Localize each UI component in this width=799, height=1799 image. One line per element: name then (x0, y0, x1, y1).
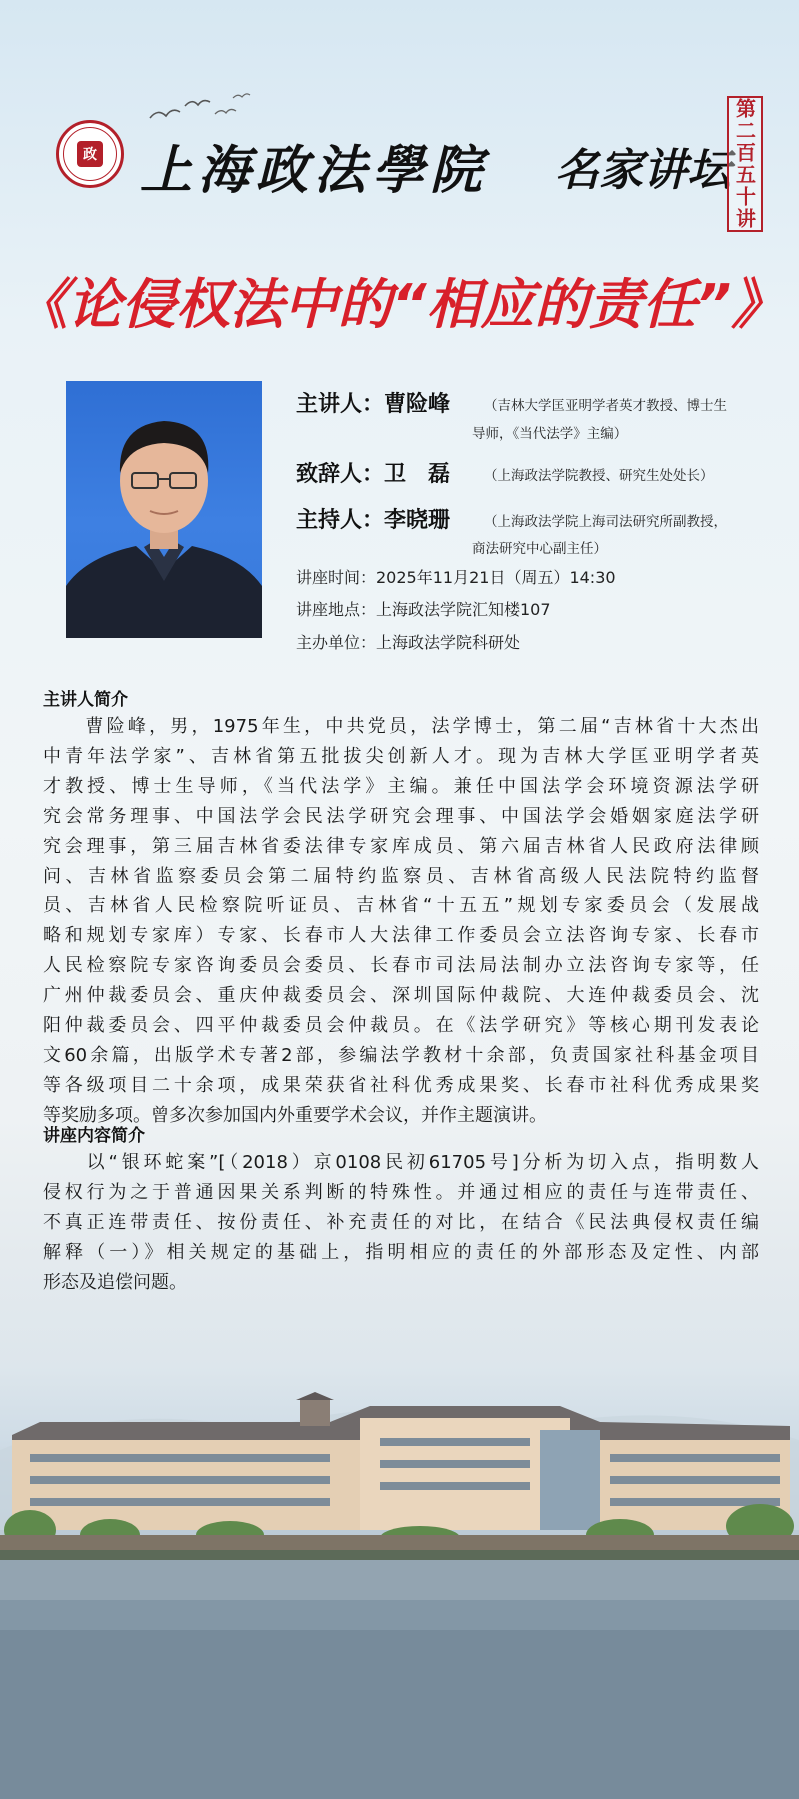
bio-line: 究会理事，第三届吉林省委法律专家库成员、第六届吉林省人民政府法律顾 (43, 835, 759, 857)
lecture-time: 讲座时间：2025年11月21日（周五）14:30 (296, 568, 616, 587)
seal-center: 政 (77, 141, 103, 167)
episode-label: 第二百五十讲 (732, 98, 757, 230)
speaker-main-name: 曹险峰 (384, 392, 451, 417)
bio-line: 问、吉林省监察委员会第二届特约监察员、吉林省高级人民法院特约监督 (43, 865, 759, 887)
speaker-host-label: 主持人： (296, 508, 385, 533)
content-text (43, 1148, 759, 1298)
speaker-opening (296, 457, 450, 488)
bio-line: 广州仲裁委员会、重庆仲裁委员会、深圳国际仲裁院、大连仲裁委员会、沈 (43, 985, 759, 1007)
speaker-host-note-1: （上海政法学院上海司法研究所副教授， (484, 514, 727, 530)
content-heading: 讲座内容简介 (43, 1126, 145, 1146)
speaker-portrait (66, 381, 262, 638)
speaker-main (296, 387, 450, 418)
campus-building-scenery (0, 1330, 799, 1799)
bio-line: 等奖励多项。曾多次参加国内外重要学术会议，并作主题演讲。 (43, 1104, 547, 1126)
episode-badge (727, 96, 763, 232)
speaker-host-note-2: 商法研究中心副主任） (472, 541, 607, 557)
bio-line: 人民检察院专家咨询委员会委员、长春市司法局法制办立法咨询专家等，任 (43, 955, 759, 977)
bio-line: 才教授、博士生导师，《当代法学》主编。兼任中国法学会环境资源法学研 (43, 775, 759, 797)
speaker-photo-illustration (66, 381, 262, 638)
university-seal-logo (56, 120, 124, 188)
content-line: 以“银环蛇案”[（2018）京0108民初61705号]分析为切入点，指明数人 (43, 1152, 759, 1173)
bio-text (43, 712, 759, 1131)
speaker-opening-name: 卫 磊 (384, 462, 451, 487)
bio-line: 等各级项目二十余项，成果荣获省社科优秀成果奖、长春市社科优秀成果奖 (43, 1074, 759, 1096)
speaker-main-label: 主讲人： (296, 392, 385, 417)
forum-name: 名家讲坛 (555, 145, 731, 196)
birds-decoration (145, 88, 255, 128)
bio-heading: 主讲人简介 (43, 690, 128, 710)
bio-line: 究会常务理事、中国法学会民法学研究会理事、中国法学会婚姻家庭法学研 (43, 805, 759, 827)
content-line: 侵权行为之于普通因果关系判断的特殊性。并通过相应的责任与连带责任、 (43, 1181, 759, 1203)
speaker-opening-label: 致辞人： (296, 462, 385, 487)
bio-line: 略和规划专家库）专家、长春市人大法律工作委员会立法咨询专家、长春市 (43, 925, 759, 947)
speaker-host-name: 李晓珊 (384, 508, 451, 533)
speaker-opening-note: （上海政法学院教授、研究生处处长） (484, 468, 714, 484)
speaker-host (296, 503, 450, 534)
lecture-place: 讲座地点：上海政法学院汇知楼107 (296, 600, 551, 619)
speaker-main-note-2: 导师，《当代法学》主编） (472, 426, 628, 442)
bio-line: 阳仲裁委员会、四平仲裁委员会仲裁员。在《法学研究》等核心期刊发表论 (43, 1015, 759, 1037)
content-line: 形态及追偿问题。 (43, 1271, 187, 1293)
lecture-title: 《论侵权法中的“相应的责任”》 (13, 273, 786, 336)
bio-line: 曹险峰，男，1975年生，中共党员，法学博士，第二届“吉林省十大杰出 (43, 716, 759, 737)
speaker-main-note-1: （吉林大学匡亚明学者英才教授、博士生 (484, 398, 727, 414)
content-line: 不真正连带责任、按份责任、补充责任的对比，在结合《民法典侵权责任编 (43, 1211, 759, 1233)
bio-line: 员、吉林省人民检察院听证员、吉林省“十五五”规划专家委员会（发展战 (43, 895, 759, 917)
bio-line: 中青年法学家”、吉林省第五批拔尖创新人才。现为吉林大学匡亚明学者英 (43, 745, 759, 767)
bio-line: 文60余篇，出版学术专著2部，参编法学教材十余部，负责国家社科基金项目 (43, 1044, 759, 1066)
content-line: 解释（一）》相关规定的基础上，指明相应的责任的外部形态及定性、内部 (43, 1241, 759, 1263)
lecture-organizer: 主办单位：上海政法学院科研处 (296, 633, 521, 652)
university-name: 上海政法學院 (140, 140, 489, 201)
